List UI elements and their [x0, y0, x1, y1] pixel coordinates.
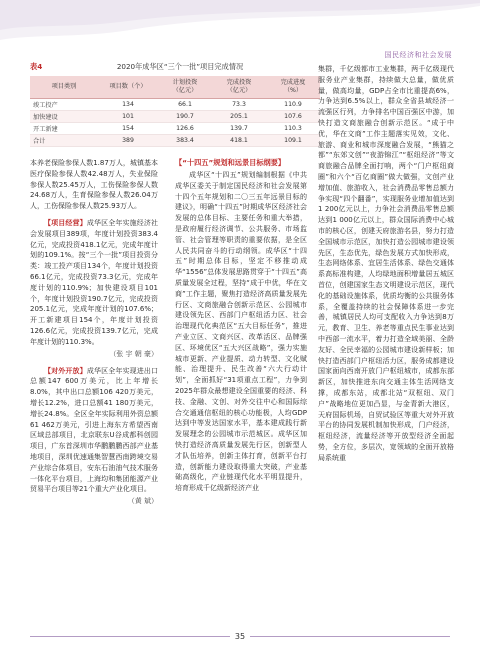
- running-header: 国民经济和社会发展: [384, 51, 452, 59]
- table-cell: 66.1: [158, 99, 212, 111]
- table-number: 表4: [30, 62, 43, 71]
- table-row: [30, 135, 320, 147]
- table-cell: 加快建设: [30, 111, 98, 123]
- table-cell: 73.3: [212, 99, 266, 111]
- table-cell: 110.3: [266, 123, 320, 135]
- table-cell: 109.1: [266, 135, 320, 147]
- table-header-cell: 项目类别: [30, 76, 98, 99]
- page-number: 35: [234, 632, 246, 641]
- section-heading-opening: 【对外开放】: [44, 366, 87, 375]
- table-cell: 126.6: [158, 123, 212, 135]
- paragraph-project-management: [30, 218, 158, 348]
- paragraph-14th-plan: 成华区“十四五”规划编制根据《中共成华区委关于制定国民经济和社会发展第十四个五年规划和二〇三五年远景目标的建议》，明确“十四五”时期成华区经济社会发展的总体目标、主要任务和重大举措，是政府履行经济调节、公共服务、市场监管、社会管理等职责的重要依据，是全区人民共同奋斗的行动纲领。成华区“十四五”时期总体目标，坚定不移推动成华“1556”总体发展思路贯穿于“十四五”高质量发展全过程，坚持“成于中优，华在文商”工作主题，聚焦打造经济高质量发展先行区、文商旅融合创新示范区、公园城市建设领先区、西部门户枢纽活力区、社会治理现代化典范区“五大目标任务”，推进产业立区、文商兴区、改革活区、品牌强区、环境优区“五大兴区战略”，强力实施城市更新、产业提质、动力转型、文化赋能、治理提升、民生改善“六大行动计划”，全面抓好“31项重点工程”，力争到2025年群众最想建设全国重要的经济、科技、金融、文创、对外交往中心和国际综合交通通信枢纽的核心功能极，人均GDP达到中等发达国家水平，基本建成践行新发展理念的公园城市示范城区。成华区加快打造经济高质量发展先行区，创新型人才队伍培养，创新主体打育，创新平台打造，创新能力建设取得重大突破，产业基础高级化，产业链现代化水平明显提升，培育形成千亿级新经济产业: [175, 171, 307, 493]
- middle-column: [175, 158, 307, 494]
- table-cell: 开工新建: [30, 123, 98, 135]
- table-cell: 418.1: [212, 135, 266, 147]
- table-caption: [30, 62, 320, 72]
- table-cell: 383.4: [158, 135, 212, 147]
- table-title: 2020年成华区“三个一批”项目完成情况: [116, 62, 244, 71]
- table-row: [30, 111, 320, 123]
- table-cell: 389: [98, 135, 158, 147]
- table-cell: 154: [98, 123, 158, 135]
- left-column: [30, 158, 158, 507]
- paragraph-text: 成华区全年实现进出口总额147 600万美元，比上年增长8.0%，其中出口总额106 420万美元，增长12.2%，进口总额41 180万美元，增长24.8%。全区全年实际利用外资总额61 462万美元，引进上海东方希望西南区域总部项目，北京联东U谷成都科创园项目，广东首深圳市华鹏鹏鹏西部产业基地项目，深圳优速通集智慧西南跨境交易产业综合体项目，安东石油油气技术服务一体化平台项目，上海均和集团能源产业贸易平台项目等21个重大产业化项目。: [30, 366, 159, 494]
- table-cell: 110.9: [266, 99, 320, 111]
- table-cell: 竣工投产: [30, 99, 98, 111]
- section-heading-projects: 【项目经营】: [44, 218, 87, 227]
- table-cell: 139.7: [212, 123, 266, 135]
- table-cell: 205.1: [212, 111, 266, 123]
- author-credit: （黄 斌）: [127, 497, 158, 506]
- paragraph-opening-up: [30, 366, 158, 496]
- paragraph-social-insurance: 本养老保险参保人数1.87万人，城镇基本医疗保险参保人数42.48万人，失业保险参保人数25.45万人，工伤保险参保人数24.68万人，生育保险参保人数26.04万人，工伤保险参保人数25.93万人。: [30, 159, 158, 211]
- paragraph-plan-continued: 集群，千亿级都市工业集群，两千亿级现代服务业产业集群，持续做大总量，做优质量，做高均量，GDP占全市比重提高6%，力争达到6.5%以上，群众全省县域经济一流强区行列，力争排名中国百强区中游，加快打造文商旅融合创新示范区。“成于中优，华在文商”工作主题落实见效，文化、旅游、商业和城市深度融合发展，“熊猫之都”“东郊文创”“夜游锦江”“枢纽经济”等文商旅融合品牌全面打响，两个“门户枢纽商圈”和六个“百亿商圈”做大做强，文创产业增加值、旅游收入，社会消费品零售总额力争实现“四个翻番”，实现服务业增加值达到1 200亿元以上，力争社会消费品零售总额达到1 000亿元以上，群众国际消费中心城市的核心区，创建天府旅游名县，努力打造全国城市示范区，加快打造公园城市建设领先区，生态优先，绿色发展方式加快形成，生态网络体系、宜居生活体系、绿色交通体系高标准构建，人均绿地面积增量居五城区首位，创建国家生态文明建设示范区，现代化的基础设施体系，优质均衡的公共服务体系，全覆盖持续的社会保障体系进一步完善，城镇居民人均可支配收入力争达到8万元，教育、卫生、养老等重点民生事业达到中西部一流水平，着力打造全域美丽、全龄友好、全民幸福的公园城市建设新样板；加快打造西部门户枢纽活力区，服务成都建设国家面向西南开放门户枢纽城市，成都东部新区，加快推进东向交通主体生活网络支撑，成都东站，成都北站“双枢纽、双门户”战略地位更加凸显，与金青新大港区，天府国际机场，自贸试验区等重大对外开放平台的协同发展机制加快形成，门户经济，枢纽经济，流量经济等开放型经济全面起势，全方位，多层次，宽领域的全面开放格局系统重: [318, 65, 454, 462]
- table-cell: 101: [98, 111, 158, 123]
- table-row: [30, 123, 320, 135]
- right-column: [318, 64, 454, 463]
- project-table-section: [30, 62, 320, 147]
- table-header-cell: 完成投资 （亿元）: [212, 76, 266, 99]
- paragraph-text: 成华区全年实施经济社会发展项目389项，年度计划投资383.4亿元，完成投资418.1亿元，完成年度计划的109.1%。按“三个一批”项目投资分类：竣工投产项目134个，年度计划投资66.1亿元，完成投资73.3亿元，完成年度计划的110.9%；加快建设项目101个，年度计划投资190.7亿元，完成投资205.1亿元，完成年度计划的107.6%；开工新建项目154个，年度计划投资126.6亿元，完成投资139.7亿元，完成年度计划的110.3%。: [30, 218, 159, 346]
- table-cell: 107.6: [266, 111, 320, 123]
- section-heading-14th-plan: 【“十四五”规划和远景目标纲要】: [175, 158, 286, 167]
- table-header-cell: 计划投资 （亿元）: [158, 76, 212, 99]
- project-table: [30, 76, 320, 147]
- table-header-cell: 项目数（个）: [98, 76, 158, 99]
- page-footer: [0, 623, 480, 651]
- table-row: [30, 99, 320, 111]
- table-cell: 190.7: [158, 111, 212, 123]
- author-credit: （张 宇 朝 豪）: [109, 349, 158, 358]
- table-cell: 134: [98, 99, 158, 111]
- table-header-cell: 完成进度 （%）: [266, 76, 320, 99]
- table-cell: 合计: [30, 135, 98, 147]
- table-header-row: [30, 76, 320, 99]
